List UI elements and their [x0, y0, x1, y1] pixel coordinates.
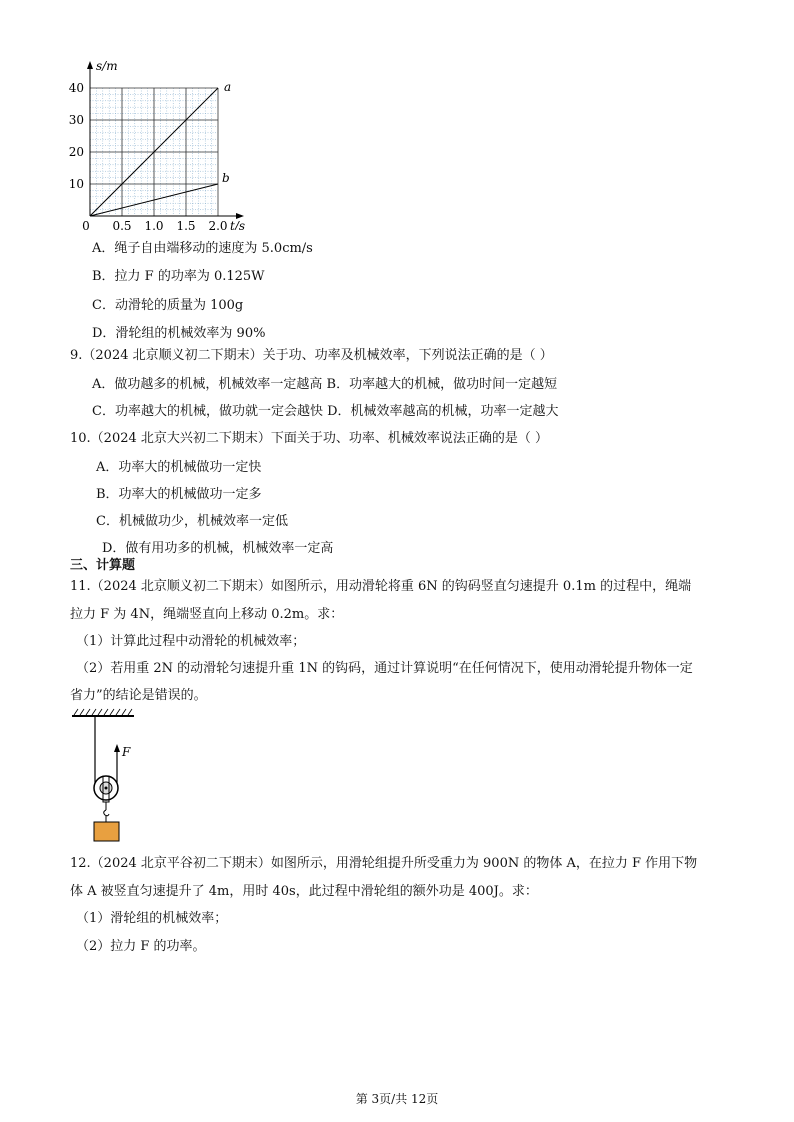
graph-labels: [69, 59, 245, 230]
ceiling-hatch: [74, 709, 132, 715]
q9-stem: 9.（2024 北京顺义初二下期末）关于功、功率及机械效率，下列说法正确的是（ ）: [70, 348, 553, 363]
x-axis-label: t/s: [230, 219, 246, 230]
hook: [104, 810, 109, 816]
force-label: F: [122, 745, 131, 759]
s-t-graph: [62, 55, 262, 230]
x-tick-label: 0.5: [112, 219, 132, 230]
x-tick-label: 0: [82, 219, 90, 230]
x-tick-label: 1.0: [144, 219, 164, 230]
y-tick-label: 10: [68, 177, 84, 191]
weight-block: [94, 822, 119, 841]
q10-option-c: C．机械做功少，机械效率一定低: [96, 514, 288, 529]
page-footer: 第 3页/共 12页: [355, 1092, 439, 1106]
force-arrowhead: [114, 744, 120, 752]
q12-part1: （1）滑轮组的机械效率；: [76, 911, 228, 926]
line-b-label: b: [222, 171, 230, 185]
q8-option-c: C．动滑轮的质量为 100g: [92, 298, 244, 313]
q8-option-a: A．绳子自由端移动的速度为 5.0cm/s: [92, 241, 313, 256]
line-a-label: a: [224, 80, 232, 94]
q11-line2: 拉力 F 为 4N，绳端竖直向上移动 0.2m。求：: [70, 607, 344, 622]
q8-option-b: B．拉力 F 的功率为 0.125W: [92, 269, 265, 284]
q9-options-row1: A．做功越多的机械，机械效率一定越高 B．功率越大的机械，做功时间一定越短: [92, 377, 558, 392]
x-tick-label: 2.0: [208, 219, 228, 230]
q11-part2-line1: （2）若用重 2N 的动滑轮匀速提升重 1N 的钩码，通过计算说明“在任何情况下，使用动滑轮提升物体一定: [76, 661, 693, 676]
q12-line1: 12.（2024 北京平谷初二下期末）如图所示，用滑轮组提升所受重力为 900N 的物体 A，在拉力 F 作用下物: [70, 856, 698, 871]
q11-line1: 11.（2024 北京顺义初二下期末）如图所示，用动滑轮将重 6N 的钩码竖直匀速提升 0.1m 的过程中，绳端: [70, 579, 692, 594]
q12-line2: 体 A 被竖直匀速提升了 4m，用时 40s，此过程中滑轮组的额外功是 400J。求：: [70, 884, 538, 899]
pulley-diagram: [68, 708, 158, 848]
q10-option-b: B．功率大的机械做功一定多: [96, 487, 262, 502]
q10-option-d: D．做有用功多的机械，机械效率一定高: [102, 541, 334, 556]
q9-options-row2: C．功率越大的机械，做功就一定会越快 D．机械效率越高的机械，功率一定越大: [92, 404, 559, 419]
y-axis-label: s/m: [96, 59, 118, 73]
q12-part2: （2）拉力 F 的功率。: [76, 939, 206, 954]
y-tick-label: 20: [68, 145, 84, 159]
q8-option-d: D．滑轮组的机械效率为 90%: [92, 326, 266, 341]
q11-part2-line2: 省力”的结论是错误的。: [70, 688, 207, 703]
section-title: 三、计算题: [70, 558, 136, 573]
y-tick-label: 40: [68, 81, 84, 95]
y-tick-label: 30: [68, 113, 84, 127]
q10-stem: 10.（2024 北京大兴初二下期末）下面关于功、功率、机械效率说法正确的是（ ）: [70, 431, 549, 446]
q11-part1: （1）计算此过程中动滑轮的机械效率；: [76, 634, 306, 649]
pulley-axle: [105, 787, 108, 790]
q10-option-a: A．功率大的机械做功一定快: [96, 460, 262, 475]
y-axis-arrow: [87, 61, 93, 69]
x-tick-label: 1.5: [176, 219, 196, 230]
